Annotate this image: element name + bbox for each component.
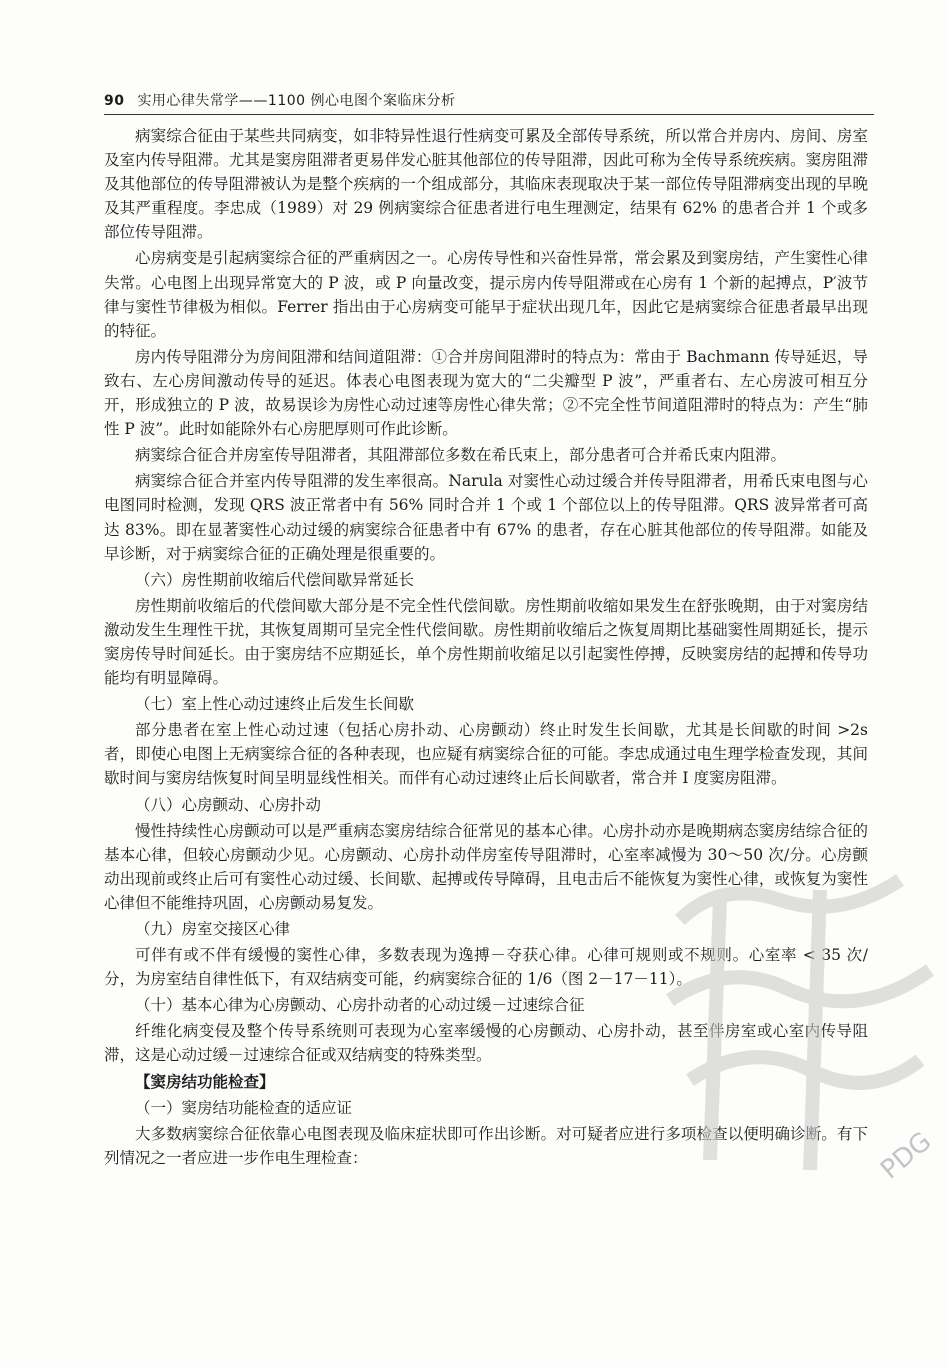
running-title: 实用心律失常学——1100 例心电图个案临床分析 xyxy=(137,93,456,109)
section-heading: （七）室上性心动过速终止后发生长间歇 xyxy=(135,695,415,714)
section-heading: （八）心房颤动、心房扑动 xyxy=(135,795,322,814)
section-heading: （十）基本心律为心房颤动、心房扑动者的心动过缓－过速综合征 xyxy=(135,996,585,1015)
major-heading: 【窦房结功能检查】 xyxy=(135,1071,275,1091)
body-text xyxy=(104,124,868,1172)
paragraph: 部分患者在室上性心动过速（包括心房扑动、心房颤动）终止时发生长间歇，尤其是长间歇的时间 >2s 者，即使心电图上无病窦综合征的各种表现，也应疑有病窦综合征的可能。李忠成通过电生理学检查发现，其间歇时间与窦房结恢复时间呈明显线性相关。而伴有心动过速终止后长间歇者，常合并 I 度窦房阻滞。 xyxy=(104,721,868,788)
paragraph: 房内传导阻滞分为房间阻滞和结间道阻滞：①合并房间阻滞时的特点为：常由于 Bachmann 传导延迟，导致右、左心房间激动传导的延迟。体表心电图表现为宽大的“二尖瓣型 P 波”，严重者右、左心房波可相互分开，形成独立的 P 波，故易误诊为房性心动过速等房性心律失常；②不完全性节间道阻滞时的特点为：产生“肺性 P 波”。此时如能除外右心房肥厚则可作此诊断。 xyxy=(104,347,868,439)
section-heading: （六）房性期前收缩后代偿间歇异常延长 xyxy=(135,570,415,589)
paragraph: 病窦综合征由于某些共同病变，如非特异性退行性病变可累及全部传导系统，所以常合并房内、房间、房室及室内传导阻滞。尤其是窦房阻滞者更易伴发心脏其他部位的传导阻滞，因此可称为全传导系统疾病。窦房阻滞及其他部位的传导阻滞被认为是整个疾病的一个组成部分，其临床表现取决于某一部位传导阻滞病变出现的早晚及其严重程度。李忠成（1989）对 29 例病窦综合征患者进行电生理测定，结果有 62% 的患者合并 1 个或多部位传导阻滞。 xyxy=(104,127,868,242)
section-heading: （一）窦房结功能检查的适应证 xyxy=(135,1098,353,1117)
paragraph: 病窦综合征合并房室传导阻滞者，其阻滞部位多数在希氏束上，部分患者可合并希氏束内阻滞。 xyxy=(135,446,787,465)
page-header xyxy=(104,90,874,115)
paragraph: 慢性持续性心房颤动可以是严重病态窦房结综合征常见的基本心律。心房扑动亦是晚期病态窦房结综合征的基本心律，但较心房颤动少见。心房颤动、心房扑动伴房室传导阻滞时，心室率减慢为 30～50 次/分。心房颤动出现前或终止后可有窦性心动过缓、长间歇、起搏或传导障碍，且电击后不能恢复为窦性心律，或恢复为窦性心律但不能维持巩固，心房颤动易复发。 xyxy=(104,821,868,912)
paragraph: 房性期前收缩后的代偿间歇大部分是不完全性代偿间歇。房性期前收缩如果发生在舒张晚期，由于对窦房结激动发生生理性干扰，其恢复周期可呈完全性代偿间歇。房性期前收缩后之恢复周期比基础窦性周期延长，提示窦房传导时间延长。由于窦房结不应期延长，单个房性期前收缩足以引起窦性停搏，反映窦房结的起搏和传导功能均有明显障碍。 xyxy=(104,596,868,688)
paragraph: 心房病变是引起病窦综合征的严重病因之一。心房传导性和兴奋性异常，常会累及到窦房结，产生窦性心律失常。心电图上出现异常宽大的 P 波，或 P 向量改变，提示房内传导阻滞或在心房有 1 个新的起搏点，P′波节律与窦性节律极为相似。Ferrer 指出由于心房病变可能早于症状出现几年，因此它是病窦综合征患者最早出现的特征。 xyxy=(104,249,868,340)
paragraph: 纤维化病变侵及整个传导系统则可表现为心室率缓慢的心房颤动、心房扑动，甚至伴房室或心室内传导阻滞，这是心动过缓－过速综合征或双结病变的特殊类型。 xyxy=(104,1022,868,1065)
watermark-label: PDG xyxy=(875,1126,938,1186)
paragraph: 病窦综合征合并室内传导阻滞的发生率很高。Narula 对窦性心动过缓合并传导阻滞者，用希氏束电图与心电图同时检测，发现 QRS 波正常者中有 56% 同时合并 1 个或 1 个部位以上的传导阻滞。QRS 波异常者可高达 83%。即在显著窦性心动过缓的病窦综合征患者中有 67% 的患者，存在心脏其他部位的传导阻滞。如能及早诊断，对于病窦综合征的正确处理是很重要的。 xyxy=(104,472,868,563)
page-number: 90 xyxy=(104,93,125,109)
paragraph: 大多数病窦综合征依靠心电图表现及临床症状即可作出诊断。对可疑者应进行多项检查以便明确诊断。有下列情况之一者应进一步作电生理检查： xyxy=(104,1124,868,1167)
section-heading: （九）房室交接区心律 xyxy=(135,920,291,938)
paragraph: 可伴有或不伴有缓慢的窦性心律，多数表现为逸搏－夺获心律。心律可规则或不规则。心室率 < 35 次/分，为房室结自律性低下，有双结病变可能，约病窦综合征的 1/6（图 2－17－11）。 xyxy=(104,946,868,989)
